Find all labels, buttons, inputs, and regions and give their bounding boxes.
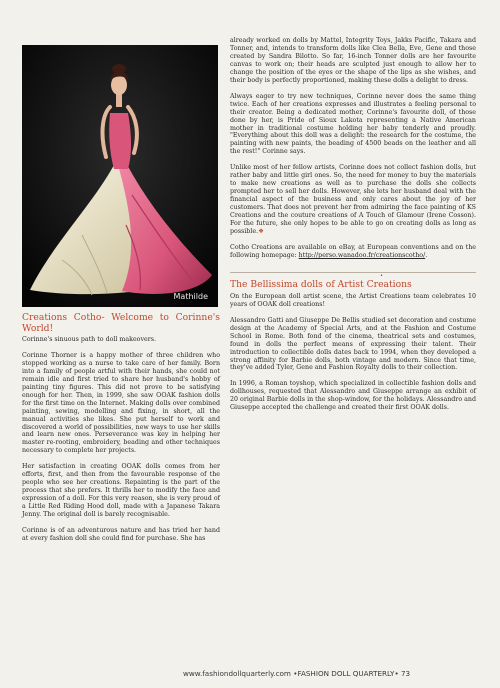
paragraph: Alessandro Gatti and Giuseppe De Bellis studied set decoration and costume design at the Academy of Special Arts, and at the Fashion and Costume School in Rome. Both fond of the cinema, theatrical sets and costumes, found in dolls the perfect means of expressing their talent. Their introduction to collectible dolls dates back to 1994, when they developed a strong affinity for Barbie dolls, both vintage and modern. Since that time, they've added Tyler, Gene and Fashion Royalty dolls to their collection.: [230, 316, 476, 372]
doll-photo: [22, 45, 218, 307]
paragraph: [230, 164, 476, 236]
paragraph: Corinne Thorner is a happy mother of three children who stopped working as a nurse to take care of her family. Born into a family of people artful with their hands, she could not remain idle and first tried to share her husband's hobby of painting tiny figures. This did not prove to be satisfying enough for her. Then, in 1999, she saw OOAK fashion dolls for the first time on the Internet. Making dolls over combined painting, sewing, modelling and fixing, in short, all the manual activities she likes. She put herself to work and discovered a world of possibilities, new ways to use her skills and learn new ones. Perseverance was key in helping her master re-rooting, embroidery, beading and other techniques necessary to complete her projects.: [22, 351, 220, 455]
availability-text: Cotho Creations are available on eBay, at European conventions and on the following homepage:: [230, 243, 476, 259]
end-ornament-icon: ❖: [258, 227, 264, 235]
article-subhead: Corinne's sinuous path to doll makeovers.: [22, 336, 157, 343]
availability-paragraph: [230, 244, 476, 260]
paragraph-text: Unlike most of her fellow artists, Corinne does not collect fashion dolls, but rather baby and little girl ones. So, the need for money to buy the materials to make new creations as well as to purchase the dolls she collects prompted her to sell her dolls. However, she lets her husband deal with the financial aspect of the business and only cares about the joy of her customers. That does not prevent her from admiring the face painting of KS Creations and the couture creations of A Touch of Glamour (Irene Cosson). For the future, she only hopes to be able to go on creating dolls as long as possible.: [230, 164, 476, 235]
right-column: [230, 37, 476, 420]
page-footer: [183, 669, 473, 678]
footer-magazine-name: FASHION DOLL QUARTERLY: [297, 669, 395, 678]
paragraph: Corinne is of an adventurous nature and has tried her hand at every fashion doll she could find for purchase. She has: [22, 527, 220, 542]
footer-separator: •: [293, 669, 298, 678]
left-column: [22, 311, 220, 551]
article-headline-bellissima: [230, 272, 476, 291]
photo-caption: Mathilde: [173, 292, 208, 301]
paragraph: On the European doll artist scene, the Artist Creations team celebrates 10 years of OOAK doll creations!: [230, 292, 476, 308]
footer-separator: •: [394, 669, 399, 678]
homepage-link[interactable]: http://perso.wanadoo.fr/creationscotho/: [298, 251, 426, 259]
footer-url[interactable]: www.fashiondollquarterly.com: [183, 669, 291, 678]
paragraph: already worked on dolls by Mattel, Integrity Toys, Jakks Pacific, Takara and Tonner, and, intends to transform dolls like Clea Bella, Eve, Gene and those created by Sandra Bilotto. So far, 16-inch Tonner dolls are her favourite canvas to work on; their heads are sculpted just enough to allow her to change the position of the eyes or the shape of the lips as she wishes, and their body is perfectly proportioned, making these dolls a delight to dress.: [230, 37, 476, 84]
paragraph: Always eager to try new techniques, Corinne never does the same thing twice. Each of her creations expresses and illustrates a feeling personal to their creator. Being a dedicated mother, Corinne's favourite doll, of those done by her, is Pride of Sioux Lakota representing a Native American mother in traditional costume holding her baby tenderly and proudly. "Everything about this doll was a delight: the research for the costume, the painting with new paints, the beading of 4500 beads on the leather and all the rest!" Corinne says.: [230, 92, 476, 156]
section-dot-icon: •: [380, 272, 383, 279]
page-number: 73: [400, 669, 411, 678]
paragraph: Her satisfaction in creating OOAK dolls comes from her efforts, first, and then from the favourable response of the people who see her creations. Repainting is the part of the process that she prefers. It thrills her to modify the face and expression of a doll. For this very reason, she is very proud of a Little Red Riding Hood doll, made with a Japanese Takara Jenny. The original doll is barely recognisable.: [22, 463, 220, 519]
headline-text: The Bellissima dolls of Artist Creations: [230, 278, 412, 290]
availability-end: .: [425, 251, 428, 259]
doll-illustration: [22, 45, 218, 307]
paragraph: In 1996, a Roman toyshop, which specialized in collectible fashion dolls and dollhouses, requested that Alessandro and Giuseppe arrange an exhibit of 20 original Barbie dolls in the shop-window, for the holidays. Alessandro and Giuseppe accepted the challenge and created their first OOAK dolls.: [230, 380, 476, 412]
article-headline-cotho: Creations Cotho- Welcome to Corinne's World!: [22, 312, 220, 334]
